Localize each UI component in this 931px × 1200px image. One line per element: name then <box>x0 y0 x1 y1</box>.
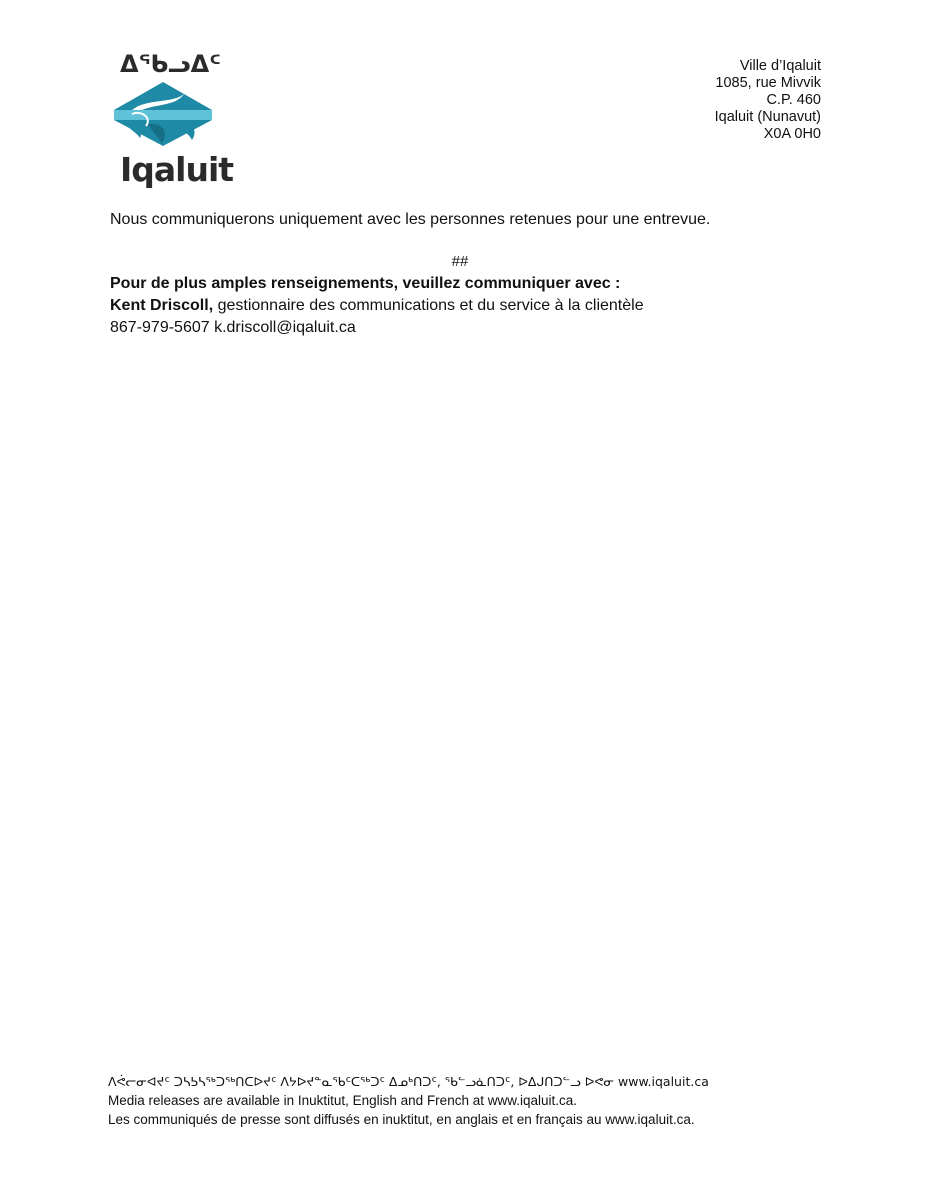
address-line: C.P. 460 <box>766 92 821 108</box>
logo-syllabics: ᐃᖃᓗᐃᑦ <box>120 50 221 78</box>
address-line: Iqaluit (Nunavut) <box>714 109 821 125</box>
interview-notice: Nous communiquerons uniquement avec les personnes retenues pour une entrevue. <box>110 211 711 228</box>
city-logo <box>108 50 234 190</box>
contact-line <box>110 295 830 317</box>
address-line: 1085, rue Mivvik <box>715 75 821 91</box>
logo-wordmark: Iqaluit <box>120 150 234 189</box>
footer-french-line: Les communiqués de presse sont diffusés en inuktitut, en anglais et en français au www.iqaluit.ca. <box>108 1112 695 1127</box>
footer-english-line: Media releases are available in Inuktitut, English and French at www.iqaluit.ca. <box>108 1093 577 1108</box>
sender-address <box>715 58 821 143</box>
contact-details: 867-979-5607 k.driscoll@iqaluit.ca <box>110 319 356 336</box>
footer <box>108 1072 709 1129</box>
document-body <box>110 209 830 339</box>
contact-name: Kent Driscoll, <box>110 297 214 314</box>
address-line: Ville d’Iqaluit <box>739 58 821 74</box>
contact-title: gestionnaire des communications et du service à la clientèle <box>213 297 644 314</box>
address-line: X0A 0H0 <box>763 126 821 142</box>
contact-heading: Pour de plus amples renseignements, veuillez communiquer avec : <box>110 275 621 292</box>
footer-syllabics-line: ᐱᕚᓕᓂᐊᔪᑦ ᑐᓴᕊᓴᖅᑐᖅᑎᑕᐅᔪᑦ ᐱᔭᐅᔪᓐᓇᖃᑦᑕᖅᑐᑦ ᐃᓄᒃᑎᑐᑦ, ᖃᓪᓗᓈᑎᑐᑦ, ᐅᐃᒍᑎᑐᓪᓗ ᐅᕙᓂ www.iqaluit.ca <box>108 1074 709 1089</box>
end-separator: ## <box>451 253 469 270</box>
